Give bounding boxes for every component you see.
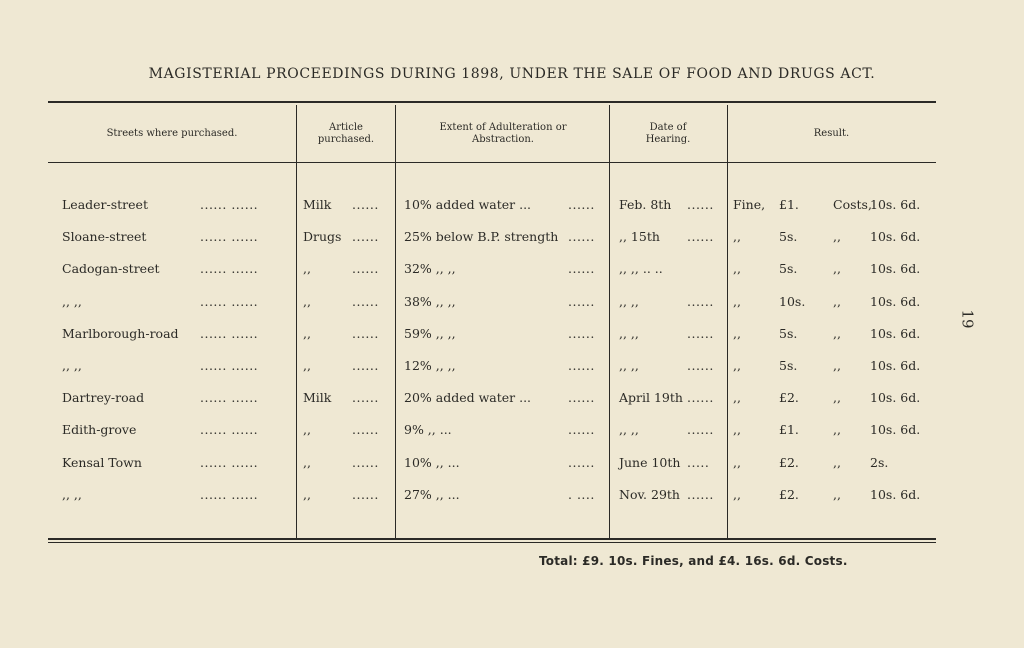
article-dots: ...... [352,197,379,212]
header-date: Date of Hearing. [645,122,691,145]
top-rule [48,101,936,103]
article-dots: ...... [352,358,379,373]
article-cell: ,, [303,422,311,438]
date-dots: ...... [687,486,714,502]
header-rule [48,162,936,163]
street-cell: Cadogan-street [62,261,160,277]
bottom-rule [48,538,936,540]
fine-label: ,, [733,358,741,373]
column-divider [727,105,728,538]
date-cell: ,, ,, .. .. [619,261,663,277]
costs-cell: 10s. 6d. [870,422,921,438]
costs-cell: 10s. 6d. [870,325,921,341]
costs-label: ,, [833,325,841,341]
article-cell: ,, [303,325,311,341]
date-cell: ,, 15th [619,229,660,245]
column-divider [395,105,396,538]
header-result: Result. [813,128,850,139]
fine-label: ,, [733,422,741,438]
date-dots: ...... [687,229,714,245]
costs-cell: 10s. 6d. [870,293,921,309]
extent-dots: ...... [568,358,595,373]
costs-cell: 10s. 6d. [870,390,921,406]
street-dots: ...... ...... [200,325,259,341]
date-cell: Nov. 29th [619,486,680,502]
fine-cell: 5s. [779,325,798,341]
extent-cell: 20% added water ... [404,390,532,406]
fine-label: ,, [733,325,741,341]
date-cell: Feb. 8th [619,197,672,212]
extent-dots: ...... [568,325,595,341]
header-extent: Extent of Adulteration or Abstraction. [439,122,567,145]
fine-label: ,, [733,390,741,406]
article-dots: ...... [352,422,379,438]
extent-cell: 25% below B.P. strength [404,229,559,245]
header-streets: Streets where purchased. [106,128,238,139]
article-dots: ...... [352,229,379,245]
costs-cell: 2s. [870,454,889,470]
fine-cell: £2. [779,454,799,470]
date-dots: ...... [687,325,714,341]
costs-label: ,, [833,358,841,373]
date-cell: ,, ,, [619,358,639,373]
extent-cell: 59% ,, ,, [404,325,456,341]
page-title: MAGISTERIAL PROCEEDINGS DURING 1898, UNDER THE SALE OF FOOD AND DRUGS ACT. [148,66,876,82]
costs-label: Costs, [833,197,872,212]
extent-dots: ...... [568,261,595,277]
article-dots: ...... [352,261,379,277]
bottom-rule-thin [48,542,936,543]
article-cell: ,, [303,261,311,277]
article-cell: Milk [303,390,332,406]
street-dots: ...... ...... [200,358,259,373]
date-cell: ,, ,, [619,422,639,438]
date-dots: ..... [687,454,710,470]
street-cell: ,, ,, [62,358,82,373]
fine-label: ,, [733,229,741,245]
article-cell: Drugs [303,229,342,245]
costs-cell: 10s. 6d. [870,261,921,277]
extent-cell: 32% ,, ,, [404,261,456,277]
street-cell: ,, ,, [62,293,82,309]
date-cell: June 10th [619,454,681,470]
extent-dots: ...... [568,197,595,212]
article-dots: ...... [352,293,379,309]
extent-cell: 9% ,, ... [404,422,452,438]
extent-dots: ...... [568,390,595,406]
date-dots: ...... [687,390,714,406]
costs-label: ,, [833,261,841,277]
fine-cell: £2. [779,486,799,502]
fine-cell: £2. [779,390,799,406]
header-article: Article purchased. [317,122,375,145]
article-cell: ,, [303,358,311,373]
column-divider [609,105,610,538]
fine-cell: £1. [779,422,799,438]
costs-label: ,, [833,422,841,438]
street-dots: ...... ...... [200,293,259,309]
street-dots: ...... ...... [200,454,259,470]
article-cell: Milk [303,197,332,212]
street-dots: ...... ...... [200,261,259,277]
fine-label: ,, [733,486,741,502]
costs-label: ,, [833,454,841,470]
extent-dots: ...... [568,422,595,438]
fine-label: ,, [733,293,741,309]
extent-dots: ...... [568,229,595,245]
article-dots: ...... [352,454,379,470]
extent-cell: 12% ,, ,, [404,358,456,373]
street-cell: ,, ,, [62,486,82,502]
article-cell: ,, [303,293,311,309]
costs-label: ,, [833,229,841,245]
street-cell: Edith-grove [62,422,137,438]
costs-cell: 10s. 6d. [870,358,921,373]
street-cell: Marlborough-road [62,325,179,341]
column-divider [296,105,297,538]
extent-cell: 10% added water ... [404,197,532,212]
article-dots: ...... [352,390,379,406]
costs-label: ,, [833,486,841,502]
street-cell: Sloane-street [62,229,147,245]
fine-label: ,, [733,261,741,277]
fine-cell: £1. [779,197,799,212]
fine-label: Fine, [733,197,766,212]
article-dots: ...... [352,325,379,341]
street-dots: ...... ...... [200,422,259,438]
extent-cell: 38% ,, ,, [404,293,456,309]
extent-cell: 10% ,, ... [404,454,460,470]
costs-cell: 10s. 6d. [870,229,921,245]
extent-dots: ...... [568,454,595,470]
date-cell: ,, ,, [619,325,639,341]
fine-cell: 5s. [779,358,798,373]
street-dots: ...... ...... [200,390,259,406]
costs-label: ,, [833,390,841,406]
extent-cell: 27% ,, ... [404,486,460,502]
street-dots: ...... ...... [200,197,259,212]
date-dots: ...... [687,358,714,373]
date-dots: ...... [687,293,714,309]
extent-dots: ...... [568,293,595,309]
fine-cell: 10s. [779,293,806,309]
date-dots: ...... [687,197,714,212]
street-dots: ...... ...... [200,486,259,502]
date-cell: ,, ,, [619,293,639,309]
article-dots: ...... [352,486,379,502]
article-cell: ,, [303,486,311,502]
date-dots: ...... [687,422,714,438]
costs-label: ,, [833,293,841,309]
page-number: 19 [958,309,977,329]
street-cell: Kensal Town [62,454,142,470]
fine-label: ,, [733,454,741,470]
date-cell: April 19th [619,390,683,406]
fine-cell: 5s. [779,229,798,245]
total-line: Total: £9. 10s. Fines, and £4. 16s. 6d. Costs. [539,554,848,568]
street-cell: Dartrey-road [62,390,145,406]
article-cell: ,, [303,454,311,470]
costs-cell: 10s. 6d. [870,486,921,502]
street-cell: Leader-street [62,197,148,212]
fine-cell: 5s. [779,261,798,277]
street-dots: ...... ...... [200,229,259,245]
costs-cell: 10s. 6d. [870,197,921,212]
extent-dots: . .... [568,486,595,502]
